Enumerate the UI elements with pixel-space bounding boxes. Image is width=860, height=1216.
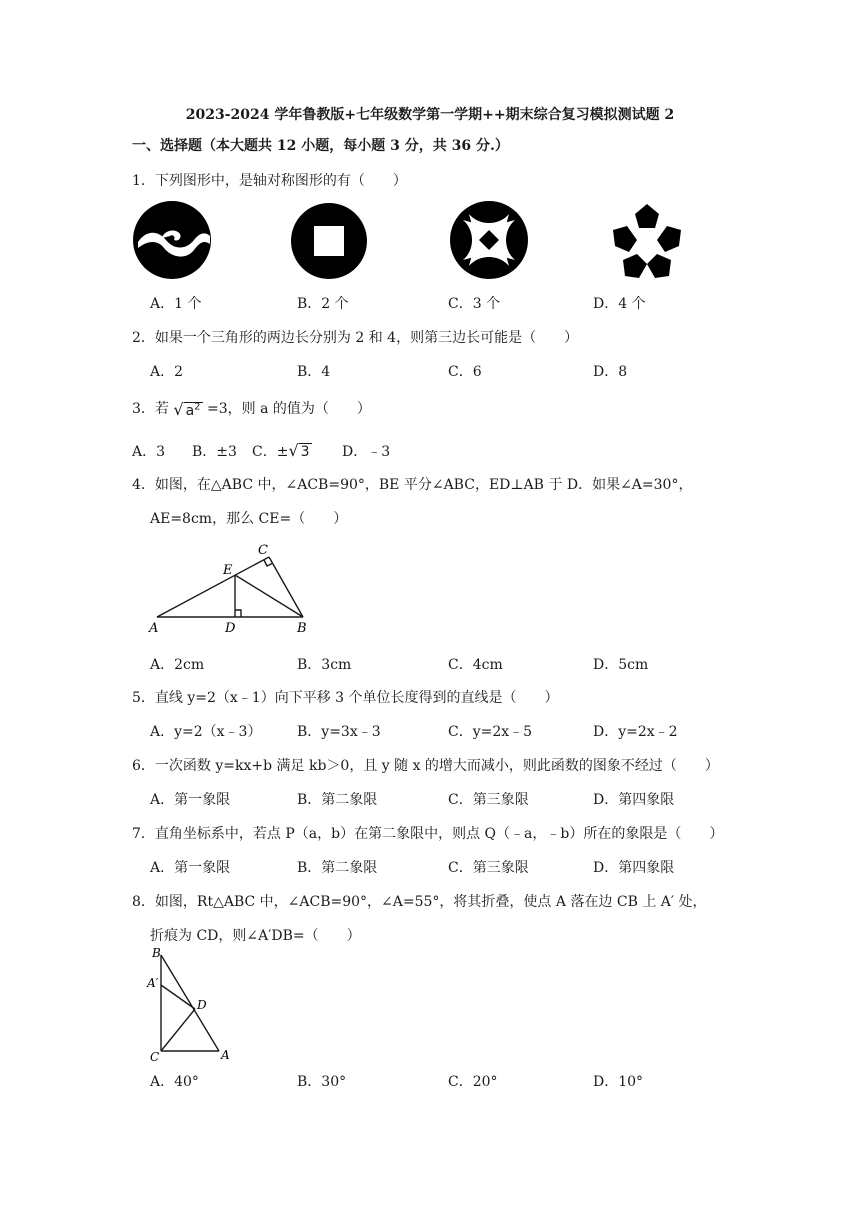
q3-option-c-sign: ± [276, 444, 289, 460]
q4-triangle-figure [145, 540, 320, 640]
section-heading: 一、选择题（本大题共 12 小题，每小题 3 分，共 36 分.） [132, 138, 509, 154]
q8-option-a[interactable]: A．40° [150, 1074, 199, 1090]
q8-option-b[interactable]: B．30° [297, 1074, 347, 1090]
question-4-stem-line2: AE=8cm，那么 CE=（ ） [150, 511, 348, 527]
question-4-stem: 4．如图，在△ABC 中，∠ACB=90°，BE 平分∠ABC，ED⊥AB 于 D．如果∠A=30°， [132, 477, 693, 493]
q8-label-a-prime: A′ [147, 976, 159, 990]
q8-option-c[interactable]: C．20° [448, 1074, 498, 1090]
q5-option-c[interactable]: C．y=2x﹣5 [448, 724, 533, 740]
q4-label-e: E [223, 563, 233, 578]
q4-label-d: D [225, 621, 236, 636]
q1-figure-swirl [132, 200, 212, 280]
q2-option-b[interactable]: B．4 [297, 364, 331, 380]
q2-option-d[interactable]: D．8 [593, 364, 628, 380]
question-8-stem: 8．如图，Rt△ABC 中，∠ACB=90°，∠A=55°，将其折叠，使点 A 落在边 CB 上 A′ 处， [132, 894, 707, 910]
q8-label-a: A [221, 1048, 230, 1062]
q3-radicand: a [185, 402, 195, 419]
q4-option-a[interactable]: A．2cm [150, 657, 205, 673]
q1-figure-square-coin [290, 202, 368, 280]
q3-stem-prefix: 3．若 [132, 401, 169, 417]
q7-option-b[interactable]: B．第二象限 [297, 860, 378, 876]
question-2-stem: 2．如果一个三角形的两边长分别为 2 和 4，则第三边长可能是（ ） [132, 330, 579, 346]
q1-option-c[interactable]: C．3 个 [448, 296, 501, 312]
q3-option-c[interactable]: C．±√ 3 [252, 441, 310, 460]
q8-triangle-figure [145, 945, 240, 1065]
question-1-stem: 1．下列图形中，是轴对称图形的有（ ） [132, 173, 407, 189]
question-6-stem: 6．一次函数 y=kx+b 满足 kb＞0，且 y 随 x 的增大而减小，则此函数的图象不经过（ ） [132, 758, 719, 774]
q6-option-c[interactable]: C．第三象限 [448, 792, 529, 808]
q3-option-a[interactable]: A．3 [132, 444, 166, 460]
q8-label-c: C [150, 1050, 160, 1064]
q3-stem-suffix: =3，则 a 的值为（ ） [207, 401, 371, 417]
q3-option-c-radicand: 3 [300, 444, 310, 460]
q8-option-d[interactable]: D．10° [593, 1074, 644, 1090]
q4-label-c: C [258, 543, 268, 558]
question-3-stem [132, 398, 371, 419]
q1-figure-cross [449, 200, 529, 280]
q3-exponent: 2 [194, 400, 201, 412]
q2-option-c[interactable]: C．6 [448, 364, 482, 380]
q2-option-a[interactable]: A．2 [150, 364, 184, 380]
q1-figure-pentagons [607, 200, 687, 280]
q7-option-a[interactable]: A．第一象限 [150, 860, 231, 876]
q1-option-d[interactable]: D．4 个 [593, 296, 646, 312]
q7-option-c[interactable]: C．第三象限 [448, 860, 529, 876]
q6-option-b[interactable]: B．第二象限 [297, 792, 378, 808]
q5-option-d[interactable]: D．y=2x﹣2 [593, 724, 678, 740]
q4-option-c[interactable]: C．4cm [448, 657, 503, 673]
q7-option-d[interactable]: D．第四象限 [593, 860, 675, 876]
q3-option-b[interactable]: B．±3 [192, 444, 237, 460]
q4-label-b: B [297, 621, 307, 636]
q1-option-a[interactable]: A．1 个 [150, 296, 202, 312]
question-8-stem-line2: 折痕为 CD，则∠A′DB=（ ） [150, 928, 361, 944]
q6-option-a[interactable]: A．第一象限 [150, 792, 231, 808]
page-title: 2023-2024 学年鲁教版+七年级数学第一学期++期末综合复习模拟测试题 2 [185, 107, 675, 123]
q5-option-a[interactable]: A．y=2（x﹣3） [150, 724, 262, 740]
q6-option-d[interactable]: D．第四象限 [593, 792, 675, 808]
q8-label-d: D [197, 998, 207, 1012]
q1-option-b[interactable]: B．2 个 [297, 296, 349, 312]
q4-option-d[interactable]: D．5cm [593, 657, 649, 673]
q5-option-b[interactable]: B．y=3x﹣3 [297, 724, 381, 740]
q3-option-d[interactable]: D．﹣3 [342, 444, 391, 460]
q8-label-b: B [152, 946, 161, 960]
question-5-stem: 5．直线 y=2（x﹣1）向下平移 3 个单位长度得到的直线是（ ） [132, 690, 559, 706]
q3-sqrt-expression: √ $a^2$ [173, 399, 201, 419]
q4-option-b[interactable]: B．3cm [297, 657, 352, 673]
q3-option-c-label: C． [252, 444, 277, 460]
question-7-stem: 7．直角坐标系中，若点 P（a，b）在第二象限中，则点 Q（﹣a，﹣b）所在的象限是（ ） [132, 826, 724, 842]
q4-label-a: A [149, 621, 159, 636]
